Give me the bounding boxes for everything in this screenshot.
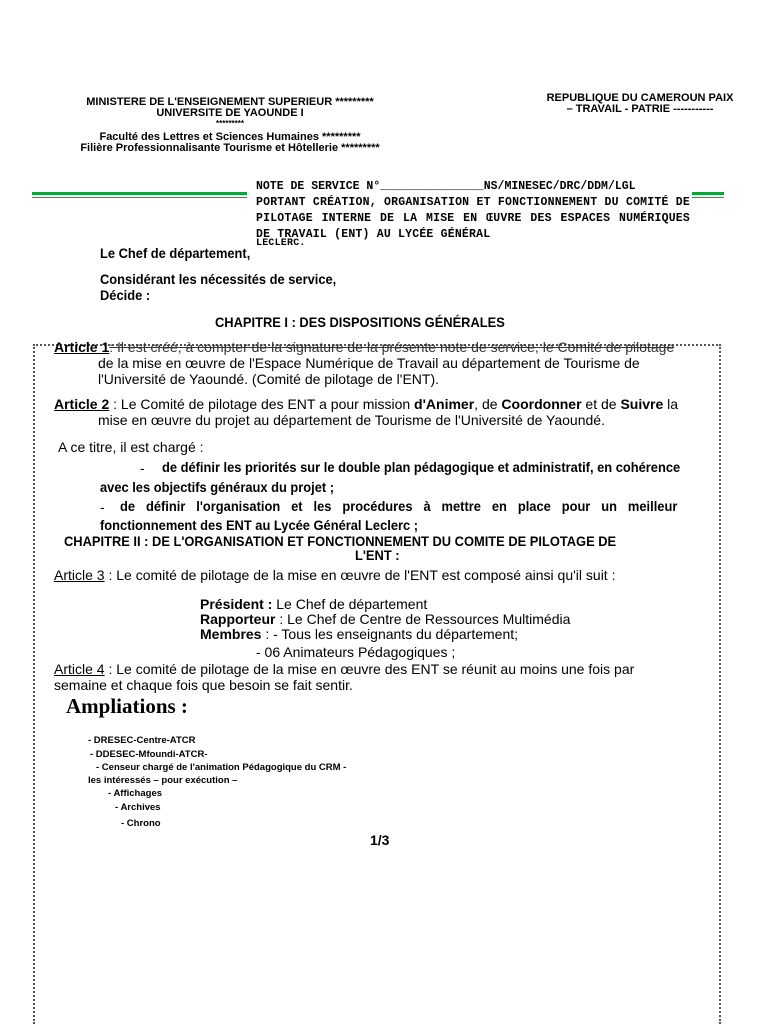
chef-departement: Le Chef de département,	[100, 245, 251, 261]
note-number: NOTE DE SERVICE N°_______________NS/MINESEC/DRC/DDM/LGL	[256, 180, 636, 193]
ampliation-item: - Censeur chargé de l'animation Pédagogique du CRM -	[96, 762, 347, 773]
green-rule-left	[32, 192, 247, 195]
membres-label: Membres	[200, 626, 262, 642]
bullet-1-line1: de définir les priorités sur le double plan pédagogique et administratif, en cohérence	[162, 459, 681, 475]
president-row	[200, 596, 427, 612]
president-value: Le Chef de département	[272, 596, 428, 612]
article-1-line3: l'Université de Yaoundé. (Comité de pilotage de l'ENT).	[98, 371, 440, 387]
republic-motto: – TRAVAIL - PATRIE -----------	[566, 103, 714, 115]
chapter-2-line1: CHAPITRE II : DE L'ORGANISATION ET FONCTIONNEMENT DU COMITE DE PILOTAGE DE	[64, 533, 617, 549]
chapter-2-line2: L'ENT :	[355, 547, 400, 563]
mission-animer: d'Animer	[414, 396, 475, 412]
chapter-1-title: CHAPITRE I : DES DISPOSITIONS GÉNÉRALES	[215, 314, 505, 330]
article-2-post: la	[663, 396, 679, 412]
note-title-tail: LECLERC.	[256, 238, 306, 249]
considerant: Considérant les nécessités de service,	[100, 271, 337, 287]
article-2	[54, 396, 724, 428]
note-de-service	[256, 179, 690, 252]
ampliation-item: - DDESEC-Mfoundi-ATCR-	[90, 749, 208, 760]
bullet-2-dash: -	[100, 499, 105, 515]
dotted-border-left	[33, 344, 35, 1024]
article-4	[54, 661, 634, 693]
ampliation-item: - DRESEC-Centre-ATCR	[88, 735, 196, 746]
article-2-label: Article 2	[54, 396, 110, 412]
green-rule-right-thin	[692, 197, 724, 198]
article-1	[54, 339, 724, 387]
mission-coordonner: Coordonner	[501, 396, 582, 412]
charge-intro: A ce titre, il est chargé :	[58, 439, 204, 455]
article-2-mid1: , de	[474, 396, 502, 412]
article-1-label: Article 1	[54, 339, 110, 355]
article-1-line1: : Il est créé, à compter de la signature de la présente note de service, le Comité de pilotage	[109, 339, 675, 355]
university-name: UNIVERSITE DE YAOUNDE I	[156, 107, 304, 119]
rapporteur-row	[200, 611, 570, 627]
dotted-border-right	[719, 344, 721, 1024]
filiere-name: Filière Professionnalisante Tourisme et Hôtellerie *********	[80, 142, 380, 154]
header-left	[60, 97, 400, 154]
ampliation-item: - Chrono	[121, 818, 161, 829]
animateurs-row: - 06 Animateurs Pédagogiques ;	[256, 644, 456, 660]
article-4-line1: : Le comité de pilotage de la mise en œuvre des ENT se réunit au moins une fois par	[104, 661, 635, 677]
ampliation-item: - Affichages	[108, 788, 163, 799]
article-2-mid2: et de	[581, 396, 621, 412]
header-right	[530, 93, 750, 115]
president-label: Président :	[200, 596, 273, 612]
bullet-2-line2: fonctionnement des ENT au Lycée Général Leclerc ;	[100, 517, 419, 533]
decide: Décide :	[100, 287, 151, 303]
ampliation-item: les intéressés – pour exécution –	[88, 775, 238, 786]
membres-row	[200, 626, 518, 642]
green-rule-right	[692, 192, 724, 195]
mission-suivre: Suivre	[620, 396, 664, 412]
article-4-line2: semaine et chaque fois que besoin se fait sentir.	[54, 677, 353, 693]
article-1-line2: de la mise en œuvre de l'Espace Numérique de Travail au département de Tourisme de	[98, 355, 640, 371]
bullet-2-line1: de définir l'organisation et les procédures à mettre en place pour un meilleur	[120, 498, 678, 514]
article-3	[54, 567, 615, 583]
faculty-name: Faculté des Lettres et Sciences Humaines *********	[99, 131, 361, 143]
article-3-text: : Le comité de pilotage de la mise en œuvre de l'ENT est composé ainsi qu'il suit :	[104, 567, 616, 583]
article-3-label: Article 3	[54, 567, 105, 583]
article-4-label: Article 4	[54, 661, 105, 677]
ampliation-item: - Archives	[115, 802, 161, 813]
ministry-name: MINISTERE DE L'ENSEIGNEMENT SUPERIEUR *********	[86, 96, 374, 108]
bullet-1-line2: avec les objectifs généraux du projet ;	[100, 479, 335, 495]
ampliations-title: Ampliations :	[66, 694, 188, 718]
bullet-1-dash: -	[140, 460, 145, 476]
membres-value: : - Tous les enseignants du département;	[261, 626, 519, 642]
republic-name: REPUBLIQUE DU CAMEROUN PAIX	[546, 92, 734, 104]
header-stars: *********	[215, 119, 245, 128]
note-title: PORTANT CRÉATION, ORGANISATION ET FONCTIONNEMENT DU COMITÉ DE PILOTAGE INTERNE DE LA MISE EN ŒUVRE DES ESPACES NUMÉRIQUES DE TRAVAIL (ENT) AU LYCÉE GÉNÉRAL	[256, 196, 690, 241]
rapporteur-label: Rapporteur	[200, 611, 276, 627]
page-number: 1/3	[370, 832, 390, 848]
rapporteur-value: : Le Chef de Centre de Ressources Multimédia	[275, 611, 571, 627]
article-2-pre: : Le Comité de pilotage des ENT a pour mission	[109, 396, 415, 412]
green-rule-left-thin	[32, 197, 247, 198]
article-2-line2: mise en œuvre du projet au département de Tourisme de l'Université de Yaoundé.	[98, 412, 605, 428]
